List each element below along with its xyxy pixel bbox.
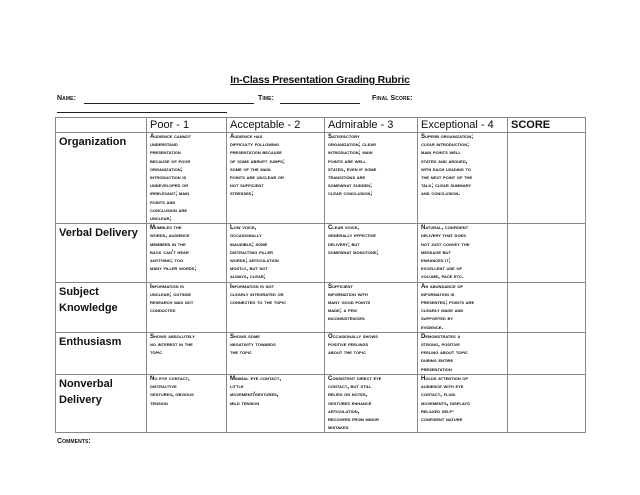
row-label: Verbal Delivery (56, 224, 147, 282)
time-label: Time: (258, 95, 274, 102)
criteria-cell: Superb organization; clear introduction; main points well stated and argued, with each leading to the next point of the talk; clear summary and conclusion. (418, 133, 508, 224)
criteria-cell: Consistent direct eye contact, but still relies on notes, gestures enhance articulation, recovers from minor mistakes (325, 374, 418, 432)
header-blank (56, 118, 147, 133)
comments-label: Comments: (57, 438, 91, 445)
criteria-cell: Audience cannot understand presentation because of poor organization; introduction is undeveloped or irrelevant; main points and conclusion are unclear; (147, 133, 227, 224)
criteria-cell: Natural, confident delivery that does not just convey the message but enhances it; excellent use of volume, pace etc. (418, 224, 508, 282)
header-acceptable: Acceptable - 2 (227, 118, 325, 133)
final-score-field[interactable] (57, 112, 227, 113)
criteria-cell: Minimal eye contact, little movement/gestures, mild tension (227, 374, 325, 432)
header-poor: Poor - 1 (147, 118, 227, 133)
header-exceptional: Exceptional - 4 (418, 118, 508, 133)
score-cell[interactable] (508, 332, 586, 374)
page-title: In-Class Presentation Grading Rubric (230, 74, 410, 86)
criteria-cell: Mumbles the words, audience members in the back can't hear anything; too many filler words; (147, 224, 227, 282)
criteria-cell: Holds attention of audience with eye contact, fluid movements, displays relaxed self- confident nature (418, 374, 508, 432)
criteria-cell: Information is unclear; outside research was not conducted (147, 282, 227, 332)
criteria-cell: Clear voice, generally effective delivery; but somewhat monotone; (325, 224, 418, 282)
table-row (56, 332, 586, 374)
criteria-cell: Low voice, occasionally inaudible; some distracting filler words; articulation mostly, but not always, clear; (227, 224, 325, 282)
criteria-cell: Audience has difficulty following presentation because of some abrupt jumps; some of the main points are unclear or not sufficient stressed; (227, 133, 325, 224)
name-label: Name: (57, 95, 76, 102)
row-label: Subject Knowledge (56, 282, 147, 332)
header-row (56, 118, 586, 133)
score-cell[interactable] (508, 224, 586, 282)
criteria-cell: Shows some negativity towards the topic (227, 332, 325, 374)
row-label: Enthusiasm (56, 332, 147, 374)
header-score: SCORE (508, 118, 586, 133)
final-score-label: Final Score: (372, 95, 413, 102)
row-label: Organization (56, 133, 147, 224)
time-field[interactable] (280, 103, 360, 104)
criteria-cell: Information is not clearly integrated or connected to the topic (227, 282, 325, 332)
criteria-cell: No eye contact, distractive gestures, obvious tension (147, 374, 227, 432)
table-row (56, 374, 586, 432)
score-cell[interactable] (508, 133, 586, 224)
table-row (56, 133, 586, 224)
score-cell[interactable] (508, 374, 586, 432)
name-field[interactable] (84, 103, 254, 104)
row-label: Nonverbal Delivery (56, 374, 147, 432)
criteria-cell: Satisfactory organization; clear introduction; main points are well stated, even if some transitions are somewhat sudden; clear conclusion; (325, 133, 418, 224)
criteria-cell: Demonstrates a strong, positive feeling about topic during entire presentation (418, 332, 508, 374)
criteria-cell: Shows absolutely no interest in the topic (147, 332, 227, 374)
criteria-cell: An abundance of information is presented; points are clearly made and supported by evidence. (418, 282, 508, 332)
criteria-cell: Sufficient information with many good points made; a few inconsistencies (325, 282, 418, 332)
criteria-cell: Occasionally shows positive feelings about the topic (325, 332, 418, 374)
table-row (56, 224, 586, 282)
score-cell[interactable] (508, 282, 586, 332)
table-row (56, 282, 586, 332)
rubric-table (55, 117, 586, 433)
header-admirable: Admirable - 3 (325, 118, 418, 133)
